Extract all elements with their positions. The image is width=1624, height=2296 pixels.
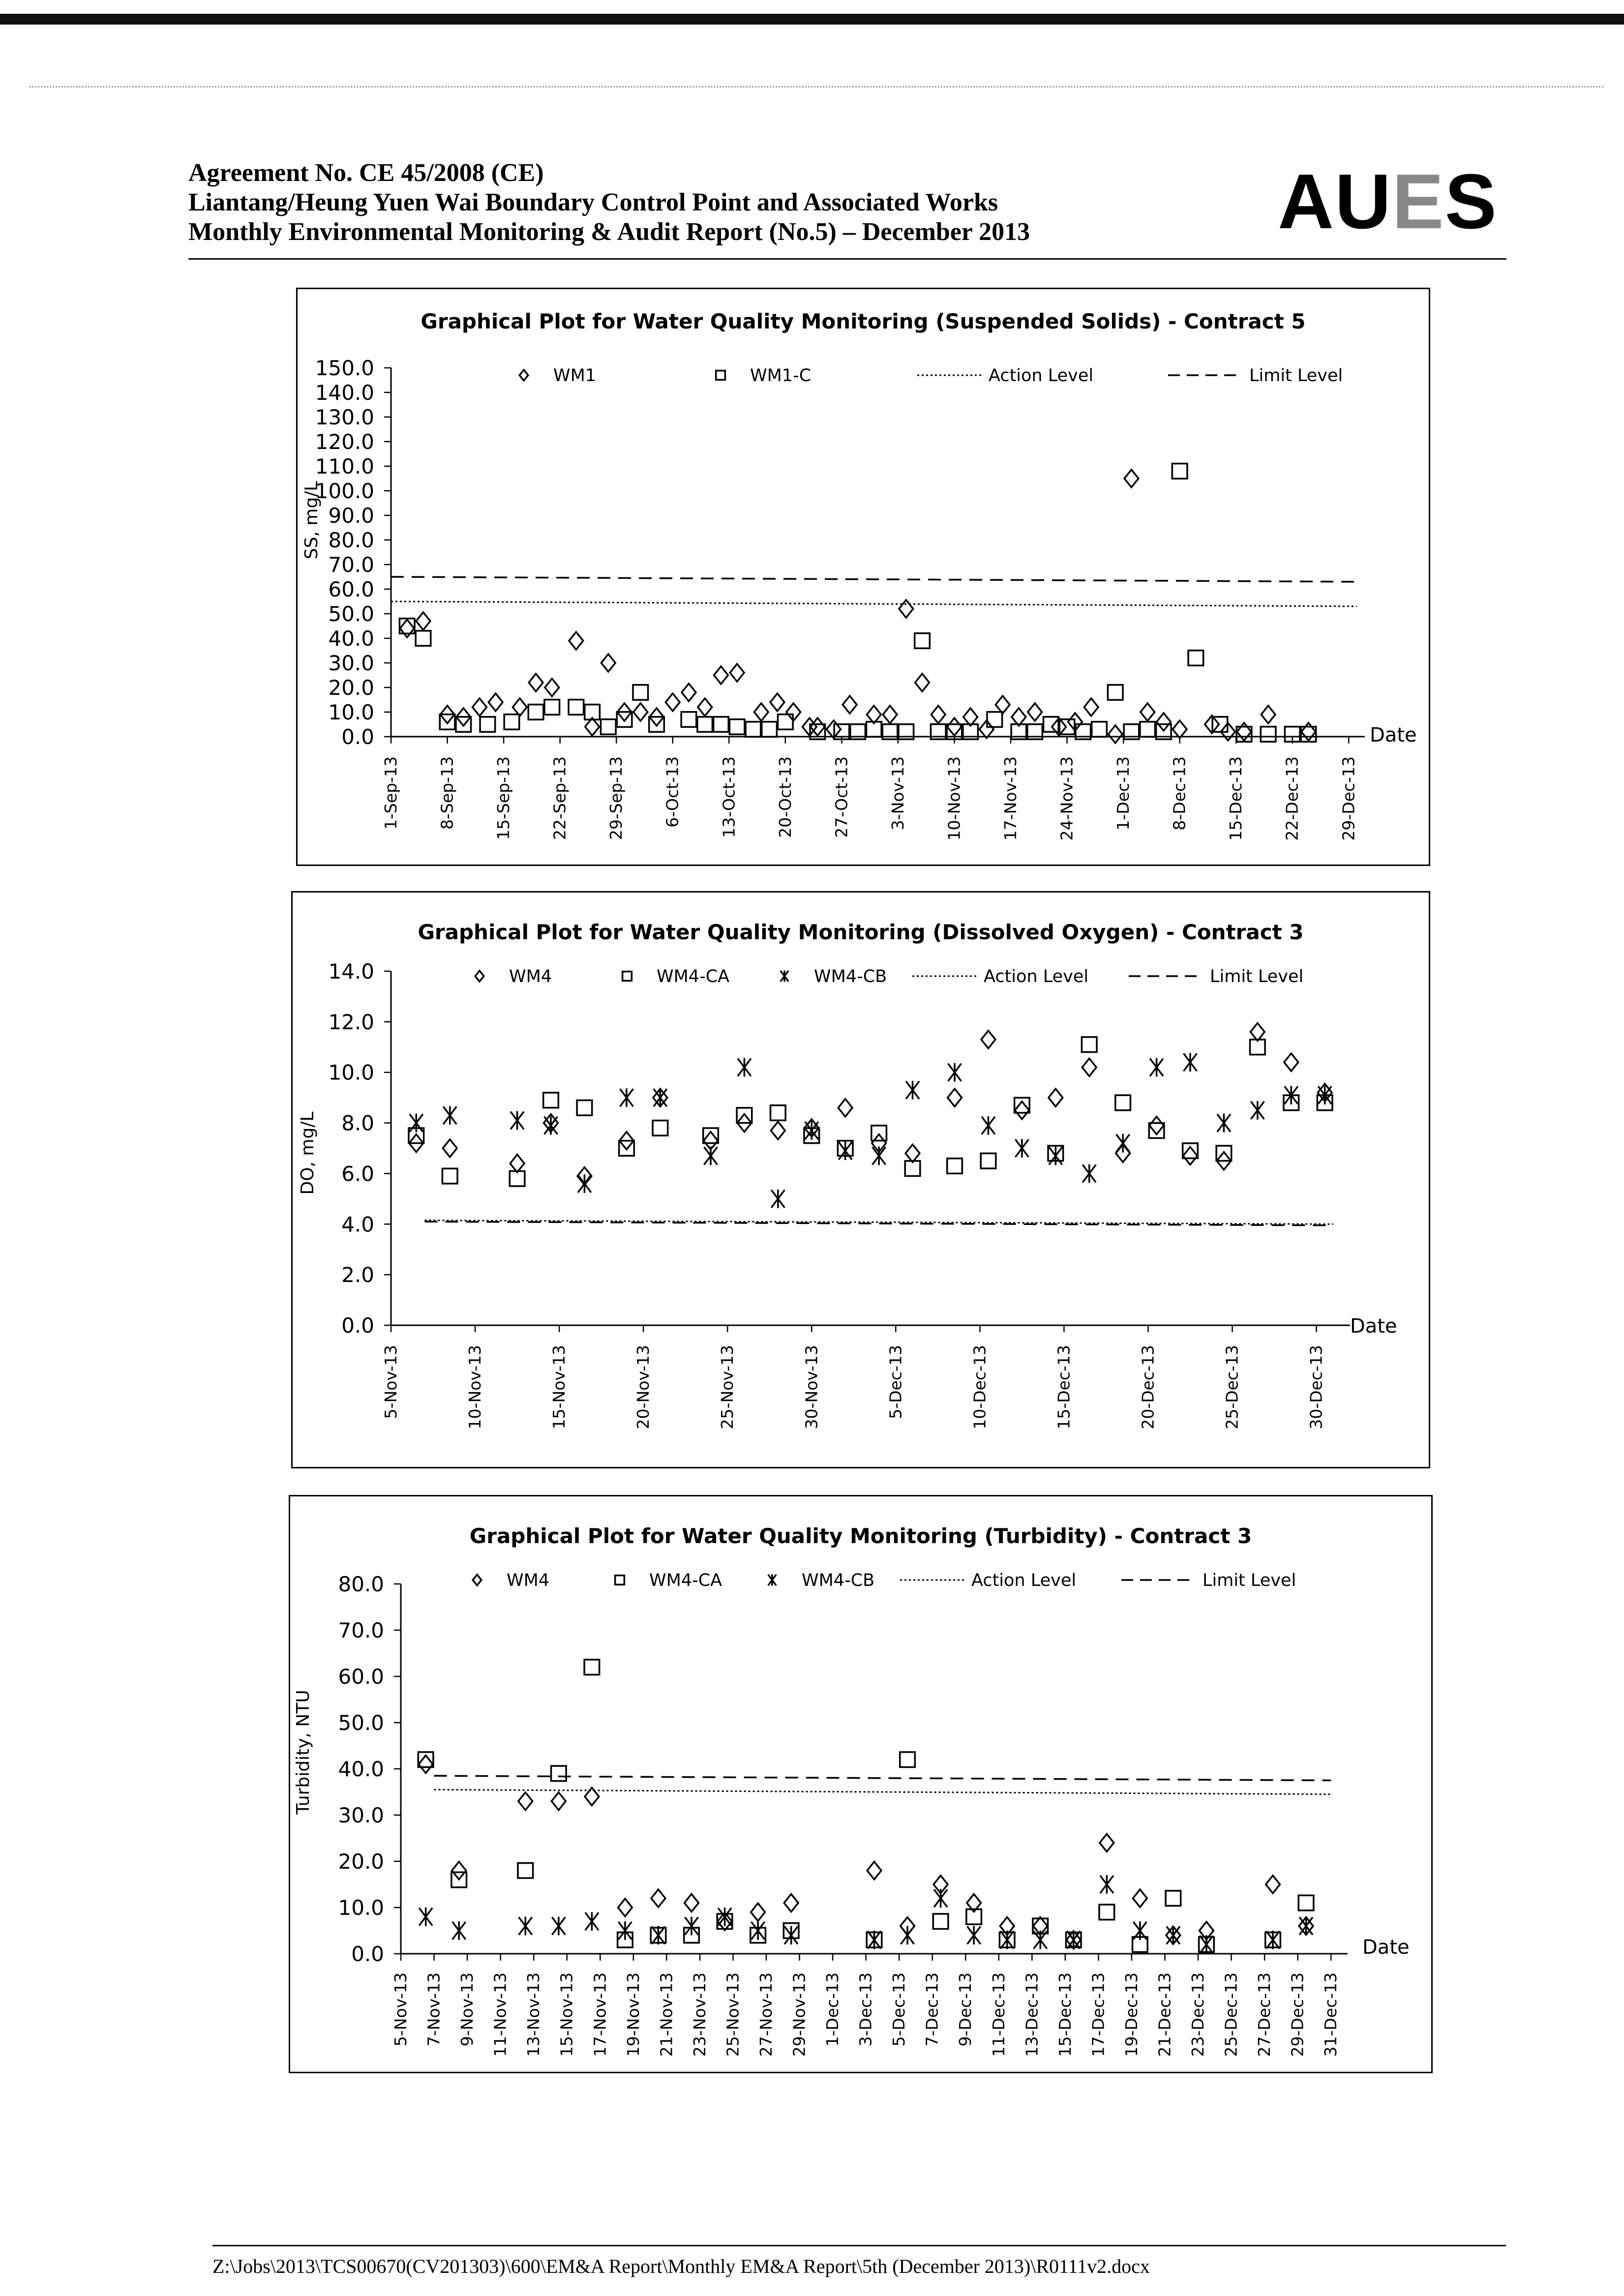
x-tick-label: 29-Sep-13 <box>606 756 626 840</box>
point-wm1-c <box>915 633 930 649</box>
legend-label: Action Level <box>989 366 1094 386</box>
x-tick-label: 24-Nov-13 <box>1057 756 1077 841</box>
point-wm1 <box>770 693 784 711</box>
x-tick-label: 9-Dec-13 <box>956 1972 975 2047</box>
y-axis-label: DO, mg/L <box>298 1111 318 1195</box>
x-tick-label: 22-Sep-13 <box>550 756 570 840</box>
point-wm1 <box>633 703 648 721</box>
x-tick-label: 13-Dec-13 <box>1022 1972 1042 2057</box>
point-wm1-c <box>762 722 777 737</box>
x-tick-label: 20-Nov-13 <box>633 1345 653 1430</box>
point-wm4 <box>981 1031 995 1048</box>
point-wm4-ca <box>577 1100 592 1115</box>
scan-top-border <box>0 14 1624 25</box>
point-wm4 <box>867 1862 881 1879</box>
point-wm1-c <box>633 685 648 700</box>
x-axis-label: Date <box>1370 724 1417 746</box>
point-wm1-c <box>480 717 495 732</box>
point-wm4-cb <box>718 1908 731 1926</box>
legend-label: WM4-CB <box>802 1571 875 1590</box>
point-wm4 <box>1266 1876 1280 1893</box>
point-wm4-ca <box>1298 1895 1314 1910</box>
x-tick-label: 10-Dec-13 <box>970 1345 990 1430</box>
point-wm4-cb <box>872 1147 886 1165</box>
point-wm4 <box>838 1099 852 1117</box>
y-tick-label: 10.0 <box>338 1896 384 1920</box>
point-wm4-cb <box>784 1926 798 1945</box>
point-wm1 <box>682 684 696 701</box>
y-tick-label: 0.0 <box>341 725 374 749</box>
point-wm1 <box>931 706 945 723</box>
point-wm1 <box>473 698 487 716</box>
y-tick-label: 40.0 <box>338 1757 384 1781</box>
x-tick-label: 25-Dec-13 <box>1222 1345 1242 1430</box>
point-wm1-c <box>729 719 745 735</box>
point-wm1 <box>1141 703 1155 721</box>
y-tick-label: 60.0 <box>328 577 374 601</box>
point-wm1 <box>1124 470 1139 487</box>
point-wm1 <box>529 674 543 691</box>
point-wm4-cb <box>452 1921 466 1940</box>
point-wm4 <box>443 1139 457 1157</box>
legend-label: WM4-CA <box>649 1571 722 1590</box>
limit-level-line <box>391 577 1357 582</box>
point-wm4-cb <box>967 1926 981 1945</box>
x-tick-label: 9-Nov-13 <box>457 1972 477 2047</box>
x-tick-label: 1-Sep-13 <box>381 756 400 830</box>
y-tick-label: 120.0 <box>315 430 374 454</box>
point-wm4-cb <box>443 1106 456 1125</box>
point-wm4-ca <box>771 1105 786 1121</box>
point-wm4-ca <box>1115 1095 1131 1110</box>
point-wm4-cb <box>652 1926 665 1945</box>
x-axis-label: Date <box>1362 1936 1410 1959</box>
x-tick-label: 1-Dec-13 <box>823 1972 842 2047</box>
header-project: Liantang/Heung Yuen Wai Boundary Control Point and Associated Works <box>188 188 998 216</box>
x-tick-label: 5-Dec-13 <box>889 1972 909 2047</box>
point-wm4-cb <box>552 1917 565 1936</box>
x-tick-label: 8-Dec-13 <box>1170 756 1189 831</box>
x-tick-label: 17-Nov-13 <box>590 1972 610 2057</box>
point-wm4-ca <box>947 1159 962 1174</box>
point-wm4-cb <box>1049 1147 1062 1165</box>
point-wm4-cb <box>934 1889 947 1908</box>
x-tick-label: 3-Nov-13 <box>888 756 907 831</box>
point-wm1 <box>400 620 414 637</box>
point-wm4 <box>784 1894 798 1912</box>
point-wm4-ca <box>543 1093 559 1108</box>
point-wm4-ca <box>900 1752 915 1767</box>
point-wm4 <box>685 1894 699 1912</box>
x-tick-label: 21-Nov-13 <box>657 1972 676 2057</box>
x-tick-label: 5-Dec-13 <box>886 1345 905 1419</box>
chart-svg-turbidity <box>290 1496 1431 2072</box>
point-wm4-cb <box>1184 1053 1197 1072</box>
point-wm1 <box>416 612 430 630</box>
x-tick-label: 25-Dec-13 <box>1221 1972 1241 2057</box>
legend-label: WM1 <box>553 366 597 386</box>
point-wm1-c <box>528 705 543 720</box>
legend-label: Limit Level <box>1203 1571 1296 1590</box>
point-wm4-cb <box>1067 1931 1080 1949</box>
point-wm1-c <box>697 717 713 732</box>
aues-logo: AUES <box>1278 158 1498 245</box>
point-wm4-cb <box>906 1081 919 1100</box>
point-wm4-cb <box>1034 1931 1047 1949</box>
point-wm4-cb <box>1217 1114 1231 1133</box>
chart-title: Graphical Plot for Water Quality Monitoring (Suspended Solids) - Contract 5 <box>421 309 1306 333</box>
x-tick-label: 20-Dec-13 <box>1138 1345 1158 1430</box>
point-wm1 <box>1261 706 1275 723</box>
point-wm4-cb <box>685 1917 698 1936</box>
legend-label: WM4 <box>507 1571 550 1590</box>
legend-marker-diamond <box>475 971 484 982</box>
point-wm1 <box>1012 708 1026 726</box>
legend-label: WM4 <box>509 967 552 986</box>
legend-marker-asterisk <box>781 970 789 982</box>
point-wm1-c <box>416 631 431 646</box>
point-wm1-c <box>1044 717 1059 732</box>
point-wm4-cb <box>948 1063 962 1082</box>
chart-title: Graphical Plot for Water Quality Monitoring (Dissolved Oxygen) - Contract 3 <box>418 920 1304 944</box>
scan-artifact-line <box>30 86 1603 90</box>
point-wm4-cb <box>511 1111 524 1130</box>
legend-marker-diamond <box>473 1575 481 1585</box>
x-tick-label: 8-Sep-13 <box>437 756 457 830</box>
x-tick-label: 15-Dec-13 <box>1054 1345 1074 1430</box>
point-wm4-cb <box>578 1174 591 1193</box>
point-wm1 <box>569 632 583 650</box>
point-wm4-cb <box>1100 1875 1113 1894</box>
point-wm4 <box>1082 1058 1096 1076</box>
point-wm1 <box>1028 703 1042 721</box>
point-wm4 <box>585 1788 599 1805</box>
point-wm4-cb <box>704 1147 718 1165</box>
y-tick-label: 2.0 <box>341 1263 374 1287</box>
point-wm4-cb <box>1116 1134 1130 1153</box>
point-wm1 <box>545 679 559 696</box>
point-wm4 <box>905 1144 920 1162</box>
point-wm1 <box>915 674 930 691</box>
point-wm1 <box>714 666 728 684</box>
point-wm4-ca <box>518 1863 533 1879</box>
y-tick-label: 4.0 <box>341 1212 374 1237</box>
header-report: Monthly Environmental Monitoring & Audit Report (No.5) – December 2013 <box>188 218 1030 246</box>
point-wm4 <box>948 1089 962 1106</box>
y-tick-label: 150.0 <box>315 356 374 380</box>
y-tick-label: 0.0 <box>351 1942 384 1966</box>
point-wm1 <box>601 654 615 672</box>
point-wm4-cb <box>620 1088 633 1107</box>
y-tick-label: 6.0 <box>341 1162 374 1186</box>
point-wm1 <box>488 693 503 711</box>
y-tick-label: 30.0 <box>338 1803 384 1827</box>
legend-marker-square <box>623 972 632 981</box>
y-tick-label: 50.0 <box>328 602 374 626</box>
point-wm1-c <box>504 715 519 730</box>
point-wm1 <box>842 696 857 714</box>
y-tick-label: 30.0 <box>328 651 374 675</box>
y-tick-label: 20.0 <box>338 1849 384 1874</box>
x-tick-label: 7-Nov-13 <box>424 1972 444 2047</box>
x-tick-label: 20-Oct-13 <box>775 756 795 838</box>
y-tick-label: 140.0 <box>315 381 374 405</box>
point-wm4-ca <box>584 1660 600 1675</box>
x-tick-label: 30-Dec-13 <box>1306 1345 1326 1430</box>
point-wm4-ca <box>981 1153 996 1168</box>
point-wm4 <box>1183 1147 1198 1164</box>
chart-dissolved-oxygen <box>291 891 1430 1468</box>
x-tick-label: 25-Nov-13 <box>718 1345 737 1430</box>
point-wm4-cb <box>1266 1931 1280 1949</box>
x-tick-label: 23-Nov-13 <box>690 1972 709 2057</box>
x-tick-label: 29-Dec-13 <box>1288 1972 1307 2057</box>
point-wm4-ca <box>551 1766 567 1781</box>
y-tick-label: 80.0 <box>328 528 374 552</box>
x-tick-label: 27-Oct-13 <box>832 756 851 838</box>
x-tick-label: 22-Dec-13 <box>1282 756 1302 841</box>
point-wm4 <box>771 1122 785 1139</box>
point-wm1 <box>963 708 978 726</box>
point-wm1 <box>995 696 1010 714</box>
y-axis-label: SS, mg/L <box>301 481 322 560</box>
y-tick-label: 8.0 <box>341 1111 374 1135</box>
legend-label: WM4-CB <box>814 967 887 986</box>
point-wm1 <box>1084 698 1098 716</box>
point-wm4-cb <box>585 1912 599 1931</box>
point-wm4 <box>1284 1053 1298 1071</box>
x-tick-label: 19-Dec-13 <box>1121 1972 1141 2057</box>
y-tick-label: 20.0 <box>328 676 374 700</box>
x-tick-label: 21-Dec-13 <box>1155 1972 1174 2057</box>
legend-label: WM4-CA <box>657 967 730 986</box>
point-wm4-cb <box>738 1058 751 1077</box>
point-wm4-cb <box>901 1926 914 1945</box>
point-wm4-cb <box>1167 1926 1180 1945</box>
point-wm1 <box>512 698 527 716</box>
point-wm4-ca <box>1015 1098 1030 1113</box>
point-wm1 <box>1237 723 1251 741</box>
x-tick-label: 11-Dec-13 <box>989 1972 1008 2057</box>
chart-svg-do <box>293 893 1429 1467</box>
x-tick-label: 25-Nov-13 <box>723 1972 743 2057</box>
header-rule <box>188 258 1506 260</box>
point-wm1 <box>754 703 768 721</box>
x-tick-label: 17-Nov-13 <box>1001 756 1020 841</box>
legend-label: Limit Level <box>1210 967 1304 986</box>
x-tick-label: 27-Nov-13 <box>756 1972 776 2057</box>
x-tick-label: 6-Oct-13 <box>662 756 682 828</box>
limit-level-line <box>424 1222 1333 1225</box>
point-wm1-c <box>544 700 560 715</box>
point-wm4-cb <box>1251 1101 1264 1120</box>
point-wm1-c <box>1172 464 1187 479</box>
x-tick-label: 19-Nov-13 <box>623 1972 643 2057</box>
x-tick-label: 30-Nov-13 <box>802 1345 821 1430</box>
point-wm1 <box>698 698 712 716</box>
legend-label: Action Level <box>984 967 1089 986</box>
point-wm4-ca <box>653 1121 668 1136</box>
point-wm4-cb <box>410 1114 423 1133</box>
point-wm1 <box>883 706 897 723</box>
point-wm4-cb <box>1150 1058 1163 1077</box>
x-tick-label: 5-Nov-13 <box>381 1345 400 1419</box>
y-axis-label: Turbidity, NTU <box>293 1690 313 1815</box>
point-wm1-c <box>681 712 696 727</box>
point-wm1 <box>867 706 881 723</box>
x-tick-label: 15-Dec-13 <box>1226 756 1246 841</box>
header-agreement: Agreement No. CE 45/2008 (CE) <box>188 159 544 187</box>
point-wm1-c <box>1108 685 1123 700</box>
point-wm4-ca <box>1166 1891 1181 1906</box>
point-wm4 <box>1015 1102 1029 1119</box>
x-tick-label: 15-Dec-13 <box>1055 1972 1075 2057</box>
point-wm4-ca <box>1099 1905 1114 1920</box>
x-tick-label: 3-Dec-13 <box>856 1972 875 2047</box>
x-tick-label: 17-Dec-13 <box>1088 1972 1108 2057</box>
point-wm4 <box>518 1792 533 1810</box>
point-wm4-cb <box>752 1921 765 1940</box>
chart-title: Graphical Plot for Water Quality Monitoring (Turbidity) - Contract 3 <box>469 1524 1252 1548</box>
x-tick-label: 13-Nov-13 <box>524 1972 543 2057</box>
y-tick-label: 12.0 <box>328 1010 374 1034</box>
legend-label: Action Level <box>971 1571 1077 1590</box>
y-tick-label: 0.0 <box>341 1313 374 1338</box>
point-wm4-cb <box>1299 1917 1313 1936</box>
point-wm4-cb <box>1133 1921 1146 1940</box>
point-wm4 <box>452 1862 466 1879</box>
legend-label: WM1-C <box>750 366 812 386</box>
point-wm4-cb <box>618 1921 632 1940</box>
point-wm1 <box>947 718 962 736</box>
point-wm1-c <box>1261 727 1276 742</box>
y-tick-label: 100.0 <box>315 479 374 503</box>
chart-svg-ss <box>298 289 1429 865</box>
x-tick-label: 1-Dec-13 <box>1113 756 1133 831</box>
chart-suspended-solids <box>296 288 1430 866</box>
point-wm4-cb <box>419 1908 432 1926</box>
y-tick-label: 70.0 <box>338 1618 384 1642</box>
point-wm4-ca <box>933 1914 948 1929</box>
point-wm4-cb <box>1083 1164 1096 1183</box>
point-wm1-c <box>1092 722 1107 737</box>
footer-path: Z:\Jobs\2013\TCS00670(CV201303)\600\EM&A Report\Monthly EM&A Report\5th (December 2013)\R0111v2.docx <box>212 2255 1150 2277</box>
x-tick-label: 31-Dec-13 <box>1321 1972 1341 2057</box>
point-wm1-c <box>569 700 584 715</box>
point-wm4 <box>1149 1117 1164 1134</box>
point-wm1 <box>585 718 600 736</box>
point-wm1 <box>665 693 680 711</box>
point-wm1 <box>1173 720 1187 738</box>
point-wm4 <box>618 1899 632 1916</box>
y-tick-label: 130.0 <box>315 405 374 429</box>
x-tick-label: 29-Nov-13 <box>789 1972 809 2057</box>
point-wm1-c <box>601 719 616 735</box>
point-wm1-c <box>1188 651 1203 666</box>
x-tick-label: 7-Dec-13 <box>922 1972 942 2047</box>
action-level-line <box>434 1789 1331 1794</box>
point-wm1 <box>730 664 744 682</box>
y-tick-label: 90.0 <box>328 504 374 528</box>
point-wm4-ca <box>703 1128 719 1143</box>
point-wm4 <box>510 1155 524 1172</box>
point-wm4-cb <box>1015 1139 1028 1158</box>
legend-marker-square <box>716 371 725 380</box>
point-wm4-cb <box>654 1088 667 1107</box>
point-wm1-c <box>714 717 729 732</box>
point-wm4-ca <box>442 1168 457 1184</box>
x-tick-label: 15-Nov-13 <box>557 1972 576 2057</box>
x-tick-label: 29-Dec-13 <box>1339 756 1358 841</box>
chart-turbidity <box>289 1495 1433 2073</box>
y-tick-label: 70.0 <box>328 553 374 577</box>
y-tick-label: 10.0 <box>328 1060 374 1085</box>
point-wm4 <box>419 1756 433 1773</box>
legend-marker-asterisk <box>768 1574 777 1585</box>
x-tick-label: 27-Dec-13 <box>1255 1972 1274 2057</box>
x-tick-label: 10-Nov-13 <box>465 1345 485 1430</box>
x-tick-label: 23-Dec-13 <box>1188 1972 1208 2057</box>
x-tick-label: 5-Nov-13 <box>391 1972 410 2047</box>
point-wm4-cb <box>839 1141 852 1160</box>
y-tick-label: 14.0 <box>328 959 374 984</box>
point-wm4-ca <box>1149 1123 1164 1138</box>
report-header <box>188 158 1030 247</box>
point-wm4 <box>1100 1834 1114 1851</box>
x-tick-label: 15-Nov-13 <box>549 1345 569 1430</box>
x-tick-label: 13-Oct-13 <box>719 756 739 838</box>
point-wm1 <box>1301 723 1316 741</box>
point-wm1 <box>1157 713 1171 731</box>
limit-level-line <box>434 1776 1331 1780</box>
action-level-line <box>391 601 1357 606</box>
y-tick-label: 10.0 <box>328 700 374 724</box>
y-tick-label: 40.0 <box>328 626 374 651</box>
legend-marker-square <box>615 1576 625 1585</box>
y-tick-label: 50.0 <box>338 1711 384 1735</box>
point-wm4 <box>651 1889 665 1907</box>
x-axis-label: Date <box>1350 1315 1397 1338</box>
footer-rule <box>212 2245 1506 2246</box>
x-tick-label: 15-Sep-13 <box>494 756 513 840</box>
y-tick-label: 80.0 <box>338 1572 384 1596</box>
point-wm4 <box>1250 1023 1264 1041</box>
x-tick-label: 11-Nov-13 <box>490 1972 510 2057</box>
y-tick-label: 60.0 <box>338 1665 384 1689</box>
point-wm4 <box>551 1792 566 1810</box>
point-wm4-ca <box>1183 1143 1198 1159</box>
legend-label: Limit Level <box>1249 366 1343 386</box>
point-wm1-c <box>1140 722 1155 737</box>
point-wm4 <box>751 1903 765 1921</box>
point-wm4-cb <box>868 1931 881 1949</box>
point-wm4-cb <box>519 1917 532 1936</box>
point-wm1 <box>1108 725 1122 743</box>
point-wm4-cb <box>771 1190 784 1208</box>
y-tick-label: 110.0 <box>315 454 374 478</box>
point-wm4-cb <box>982 1116 995 1135</box>
point-wm4 <box>1133 1889 1147 1907</box>
point-wm4-cb <box>1200 1935 1213 1954</box>
point-wm4 <box>1049 1089 1063 1106</box>
point-wm1-c <box>746 722 761 737</box>
x-tick-label: 10-Nov-13 <box>944 756 964 841</box>
point-wm1 <box>899 600 913 618</box>
point-wm4-ca <box>1082 1037 1097 1052</box>
legend-marker-diamond <box>519 370 528 381</box>
point-wm4-cb <box>1000 1931 1014 1949</box>
